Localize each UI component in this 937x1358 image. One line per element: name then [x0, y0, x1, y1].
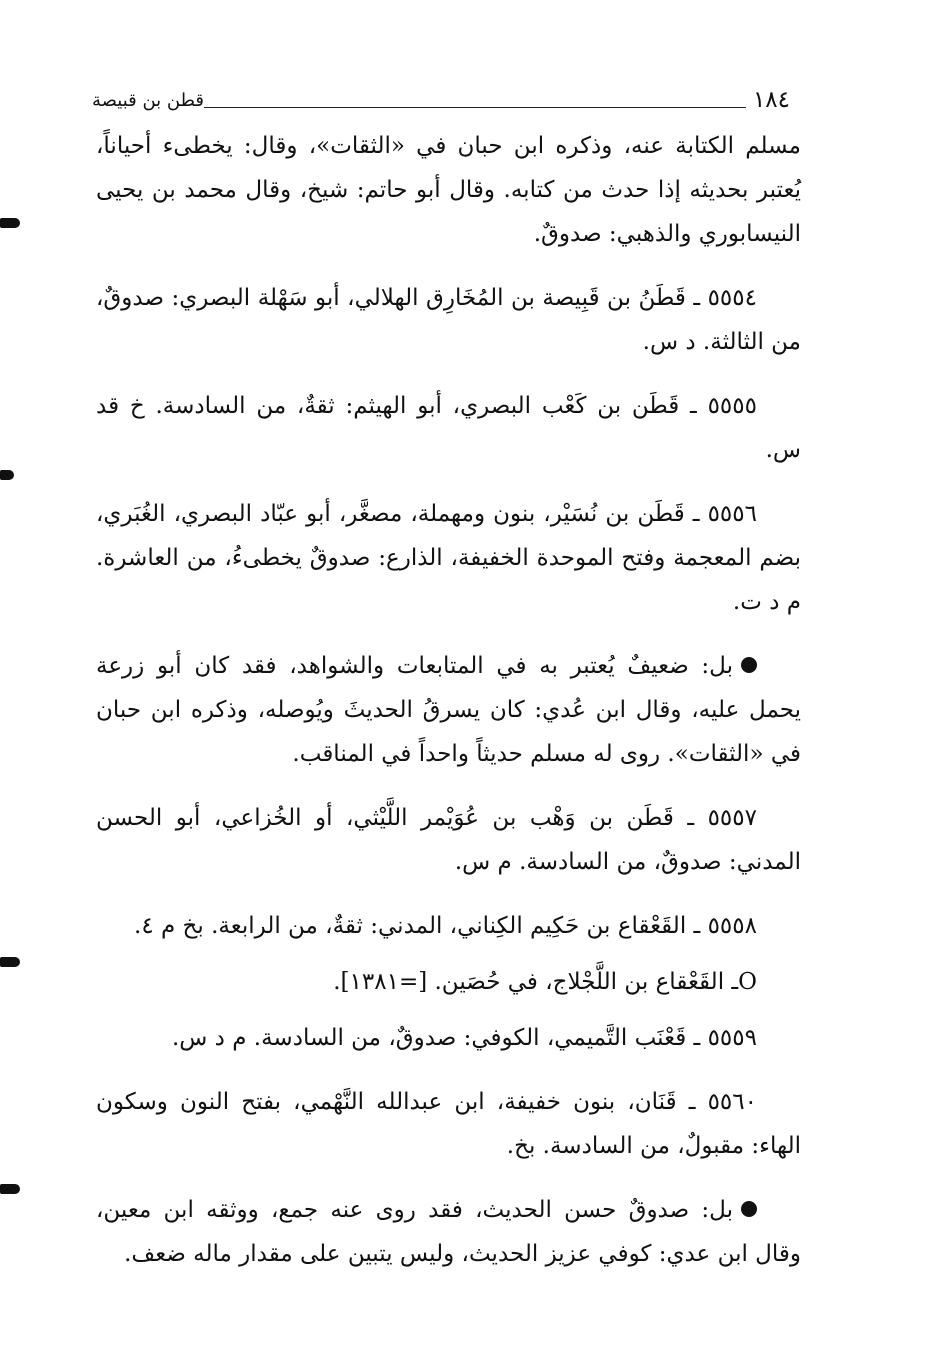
cross-reference: [96, 960, 801, 1004]
entry-5554: ٥٥٥٤ ـ قَطَنُ بن قَبِيصة بن المُخَارِق الهلالي، أبو سَهْلة البصري: صدوقٌ، من الثالثة. د س.: [96, 285, 801, 355]
bullet-icon: [741, 657, 757, 673]
header-rule: [204, 107, 746, 108]
cross-reference-icon: O: [738, 969, 757, 995]
entry-5560: ٥٥٦٠ ـ قَنَان، بنون خفيفة، ابن عبدالله النَّهْمي، بفتح النون وسكون الهاء: مقبولٌ، من السادسة. بخ.: [96, 1089, 801, 1159]
paragraph-continuation: مسلم الكتابة عنه، وذكره ابن حبان في «الثقات»، وقال: يخطىء أحياناً، يُعتبر بحديثه إذا حدث من كتابه. وقال أبو حاتم: شيخ، وقال محمد بن يحيى النيسابوري والذهبي: صدوقٌ.: [96, 133, 801, 247]
entry-5559: ٥٥٥٩ ـ قَعْنَب التَّميمي، الكوفي: صدوقٌ، من السادسة. م د س.: [171, 1025, 757, 1051]
cross-reference-text: ـ القَعْقاع بن اللَّجْلاج، في حُصَين. [=١٣٨١].: [333, 969, 739, 995]
scan-margin-mark: [0, 470, 14, 480]
page-number: ١٨٤: [752, 87, 790, 113]
entry-5557: ٥٥٥٧ ـ قَطَن بن وَهْب بن عُوَيْمر اللَّيْثي، أو الخُزاعي، أبو الحسن المدني: صدوقٌ، من السادسة. م س.: [96, 805, 801, 875]
annotation-5556: [96, 644, 801, 776]
scan-margin-mark: [0, 1184, 20, 1194]
scan-margin-mark: [0, 957, 20, 967]
annotation-5560: [96, 1188, 801, 1276]
entry-5555: ٥٥٥٥ ـ قَطَن بن كَعْب البصري، أبو الهيثم: ثقةٌ، من السادسة. خ قد س.: [96, 393, 801, 463]
page-header: [92, 84, 790, 118]
entry-5558: ٥٥٥٨ ـ القَعْقاع بن حَكِيم الكِناني، المدني: ثقةٌ، من الرابعة. بخ م ٤.: [134, 913, 757, 939]
annotation-text: بل: صدوقٌ حسن الحديث، فقد روى عنه جمع، ووثقه ابن معين، وقال ابن عدي: كوفي عزيز الحديث، وليس يتبين على مقدار ماله ضعف.: [96, 1197, 801, 1267]
bullet-icon: [741, 1201, 757, 1217]
body-text: [96, 124, 801, 1296]
running-head: قطن بن قبيصة: [92, 90, 204, 111]
scan-margin-mark: [0, 218, 20, 228]
annotation-text: بل: ضعيفٌ يُعتبر به في المتابعات والشواهد، فقد كان أبو زرعة يحمل عليه، وقال ابن عُدي: كان يسرقُ الحديثَ ويُوصله، وذكره ابن حبان في «الثقات». روى له مسلم حديثاً واحداً في المناقب.: [96, 653, 801, 767]
entry-5556: ٥٥٥٦ ـ قَطَن بن نُسَيْر، بنون ومهملة، مصغَّر، أبو عبّاد البصري، الغُبَري، بضم المعجمة وفتح الموحدة الخفيفة، الذارع: صدوقٌ يخطىءُ، من العاشرة. م د ت.: [96, 501, 801, 615]
